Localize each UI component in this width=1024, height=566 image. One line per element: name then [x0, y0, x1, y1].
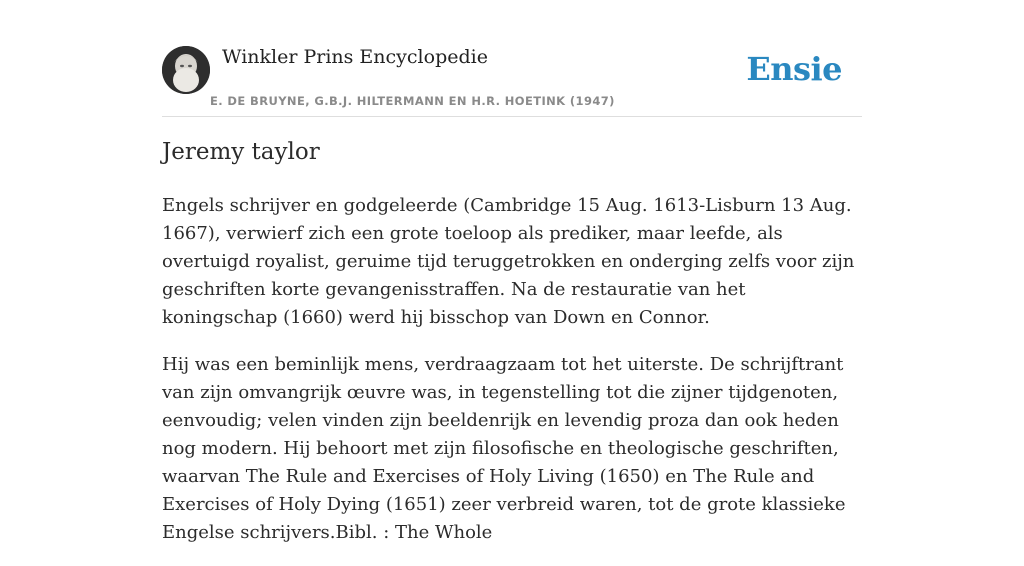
- site-title[interactable]: Winkler Prins Encyclopedie: [222, 46, 488, 68]
- entry-title: Jeremy taylor: [162, 139, 320, 165]
- entry-body: [162, 192, 862, 566]
- page-container: [162, 0, 862, 543]
- entry-paragraph: Hij was een beminlijk mens, verdraagzaam tot het uiterste. De schrijftrant van zijn omvangrijk œuvre was, in tegenstelling tot die zijner tijdgenoten, eenvoudig; velen vinden zijn beeldenrijk en levendig proza dan ook heden nog modern. Hij behoort met zijn filosofische en theologische geschriften, waarvan The Rule and Exercises of Holy Living (1650) en The Rule and Exercises of Holy Dying (1651) zeer verbreid waren, tot de grote klassieke Engelse schrijvers.Bibl. : The Whole: [162, 354, 846, 543]
- ensie-logo[interactable]: Ensie: [746, 50, 842, 88]
- authors-credit: E. DE BRUYNE, G.B.J. HILTERMANN EN H.R. HOETINK (1947): [210, 94, 615, 108]
- author-avatar: [162, 46, 210, 94]
- author-portrait-icon: [162, 46, 210, 94]
- entry-paragraph: Engels schrijver en godgeleerde (Cambridge 15 Aug. 1613-Lisburn 13 Aug. 1667), verwierf zich een grote toeloop als prediker, maar leefde, als overtuigd royalist, geruime tijd teruggetrokken en onderging zelfs voor zijn geschriften korte gevangenisstraffen. Na de restauratie van het koningschap (1660) werd hij bisschop van Down en Connor.: [162, 195, 855, 328]
- site-header: [162, 0, 862, 117]
